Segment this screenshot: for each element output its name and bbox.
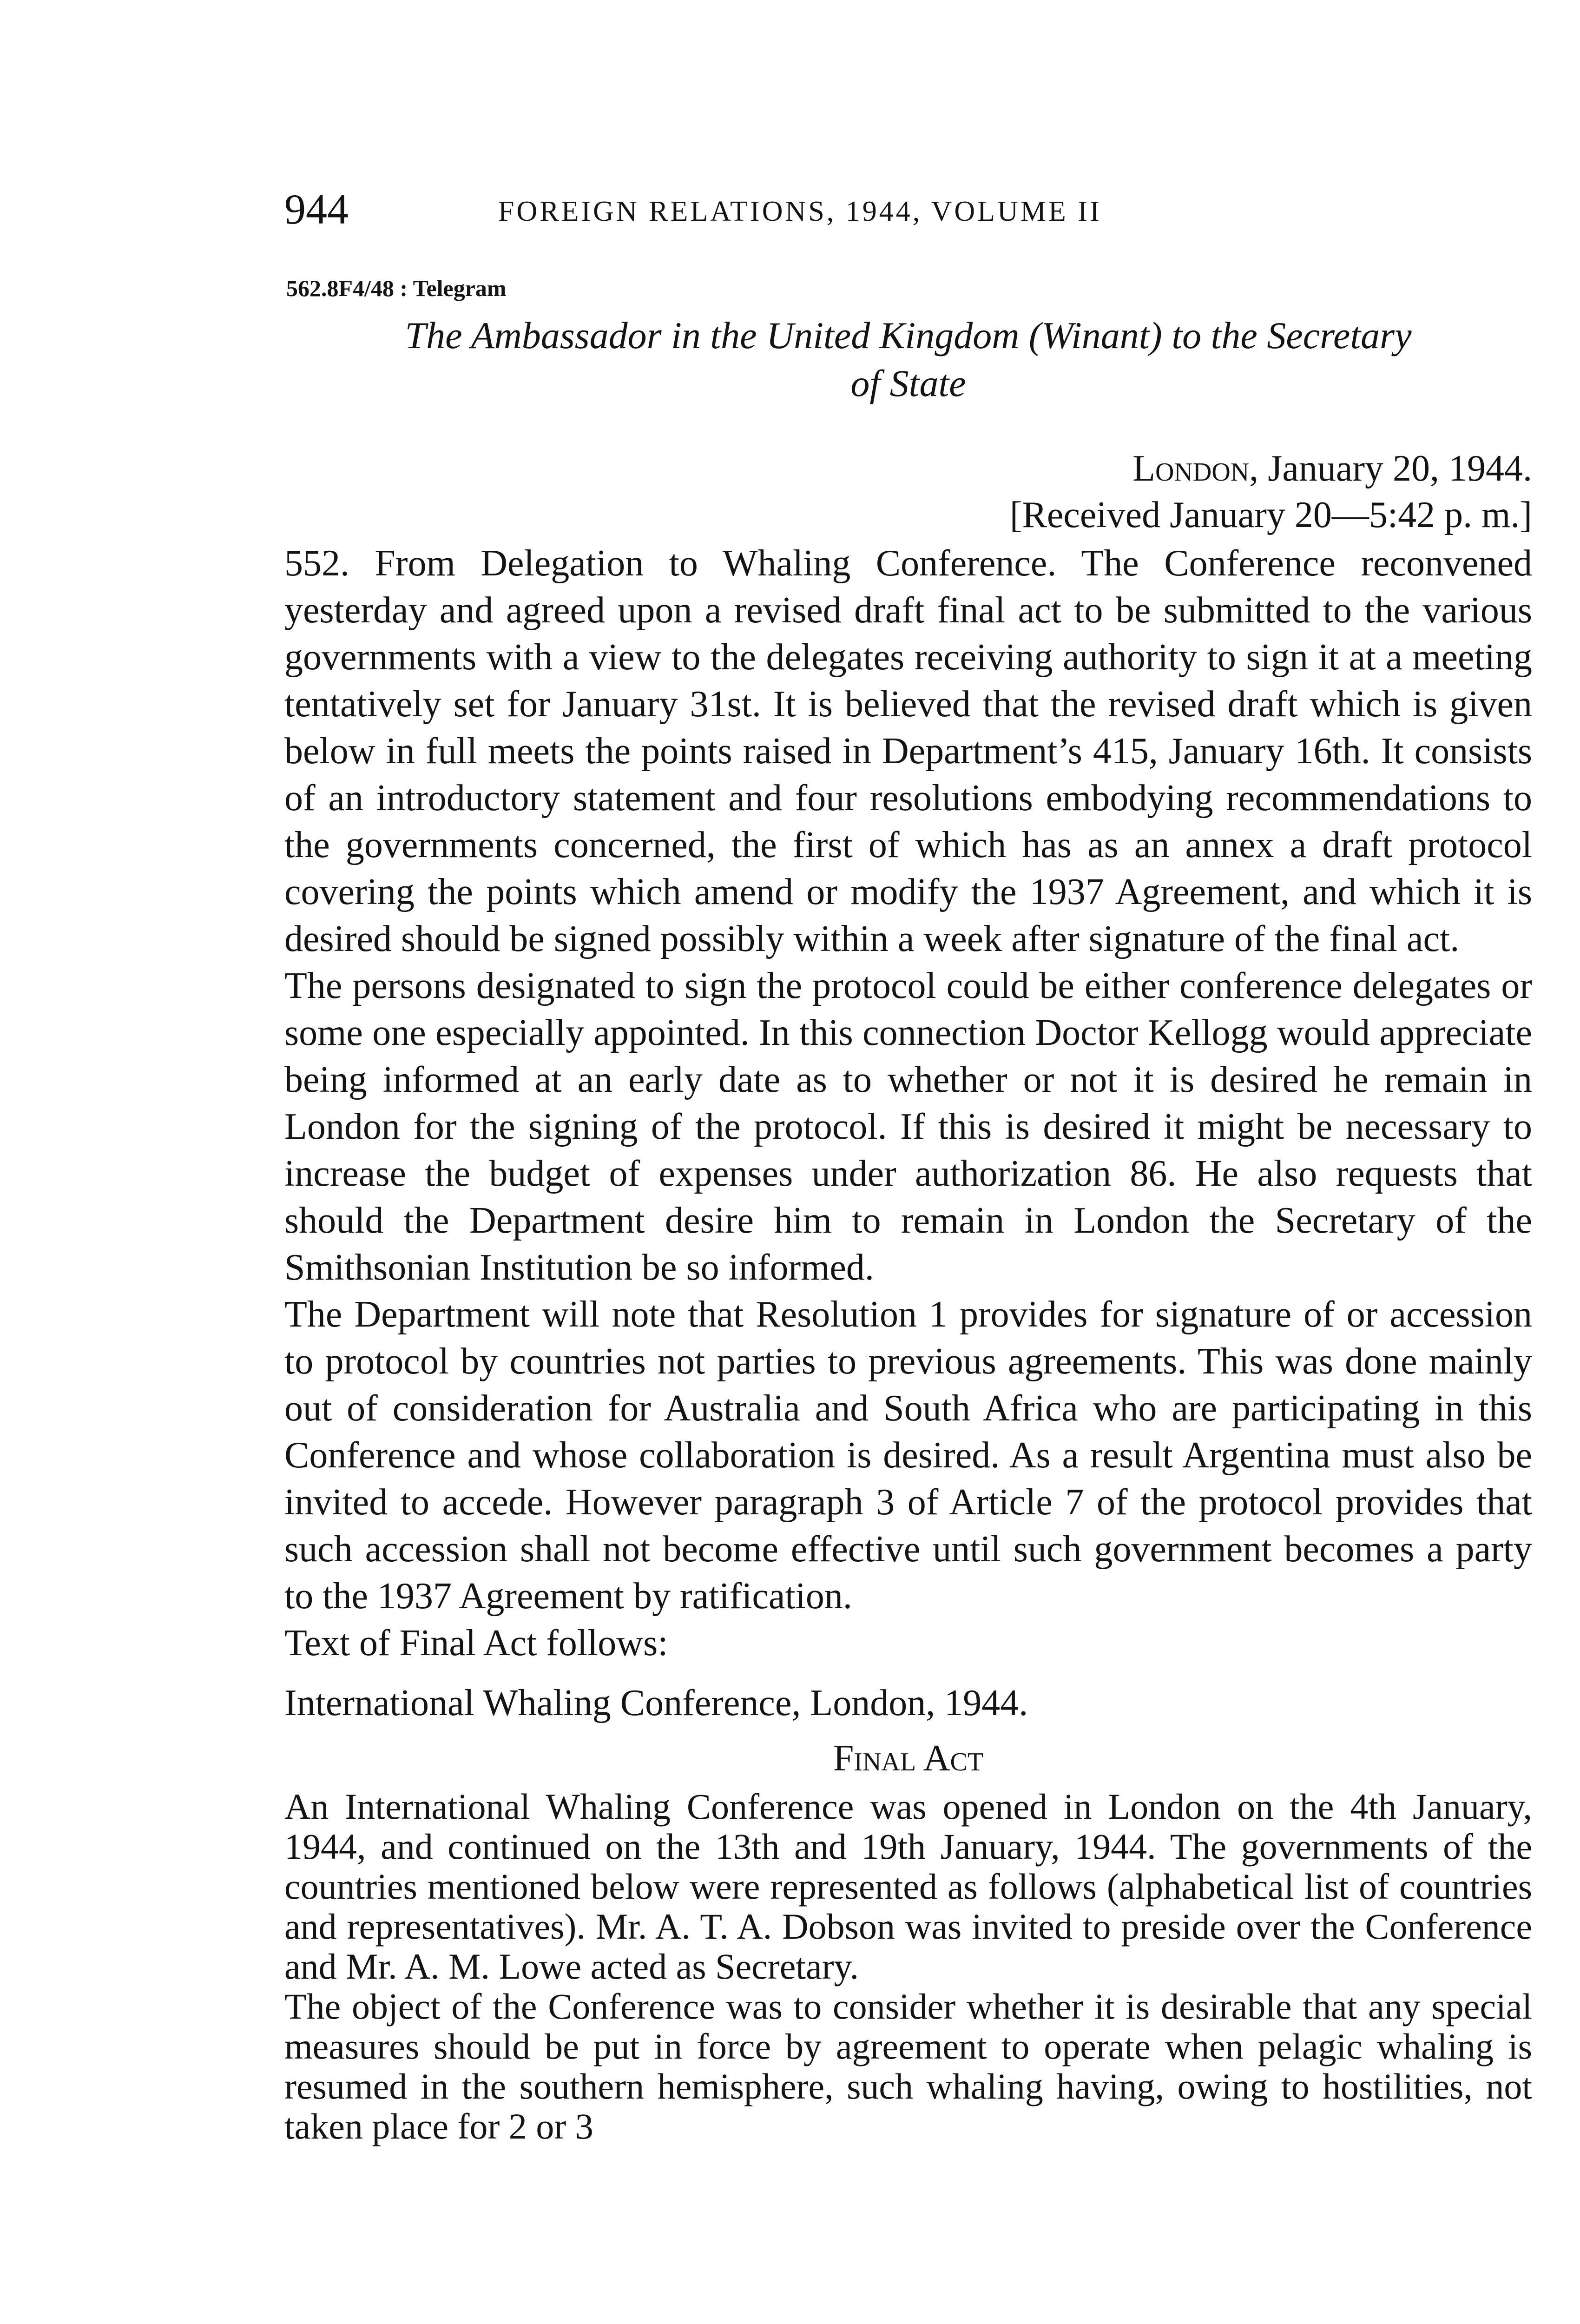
conference-line: International Whaling Conference, London, 1944. bbox=[284, 1683, 1028, 1723]
final-act-paragraph-1: An International Whaling Conference was opened in London on the 4th January, 1944, and continued on the 13th and 19th January, 1944. The governments of the countries mentioned below were represented as follows (alphabetical list of countries and representatives). Mr. A. T. A. Dobson was invited to preside over the Conference and Mr. A. M. Lowe acted as Secretary. bbox=[284, 1786, 1532, 1987]
place-name: London, bbox=[1132, 448, 1259, 489]
paragraph-2: The persons designated to sign the protocol could be either conference delegates or some one especially appointed. In this connection Doctor Kellogg would appreciate being informed at an early date as to whether or not it is desired he remain in London for the signing of the protocol. If this is desired it might be necessary to increase the budget of expenses under authorization 86. He also requests that should the Department desire him to remain in London the Secretary of the Smithsonian Institution be so informed. bbox=[284, 965, 1532, 1288]
sent-date: January 20, 1944. bbox=[1268, 448, 1532, 489]
final-act-title: Final Act bbox=[833, 1738, 984, 1779]
running-header bbox=[284, 184, 1532, 235]
heading-line-2: of State bbox=[850, 362, 966, 404]
date-line bbox=[1010, 445, 1532, 492]
paragraph-1: 552. From Delegation to Whaling Conference. The Conference reconvened yesterday and agreed upon a revised draft final act to be submitted to the various governments with a view to the delegates receiving authority to sign it at a meeting tentatively set for January 31st. It is believed that the revised draft which is given below in full meets the points raised in Department’s 415, January 16th. It consists of an introductory statement and four resolutions embodying recommendations to the governments concerned, the first of which has as an annex a draft protocol covering the points which amend or modify the 1937 Agreement, and which it is desired should be signed possibly within a week after signature of the final act. bbox=[284, 543, 1532, 959]
page-number: 944 bbox=[284, 185, 349, 233]
final-act-text bbox=[284, 1787, 1532, 2146]
dateline bbox=[1010, 445, 1532, 538]
heading-line-1: The Ambassador in the United Kingdom (Winant) to the Secretary bbox=[405, 314, 1412, 357]
received-line: [Received January 20—5:42 p. m.] bbox=[1009, 495, 1532, 535]
paragraph-3: The Department will note that Resolution 1 provides for signature of or accession to protocol by countries not parties to previous agreements. This was done mainly out of consideration for Australia and South Africa who are participating in this Conference and whose collaboration is desired. As a result Argentina must also be invited to accede. However paragraph 3 of Article 7 of the protocol provides that such accession shall not become effective until such government becomes a party to the 1937 Agreement by ratification. bbox=[284, 1294, 1532, 1617]
file-reference: 562.8F4/48 : Telegram bbox=[286, 275, 507, 301]
paragraph-4: Text of Final Act follows: bbox=[284, 1623, 668, 1664]
running-title: FOREIGN RELATIONS, 1944, VOLUME II bbox=[498, 196, 1102, 227]
final-act-paragraph-2: The object of the Conference was to consider whether it is desirable that any special measures should be put in force by agreement to operate when pelagic whaling is resumed in the southern hemisphere, such whaling having, owing to hostilities, not taken place for 2 or 3 bbox=[284, 1986, 1532, 2146]
document-heading bbox=[284, 311, 1532, 407]
telegram-body bbox=[284, 540, 1532, 2146]
